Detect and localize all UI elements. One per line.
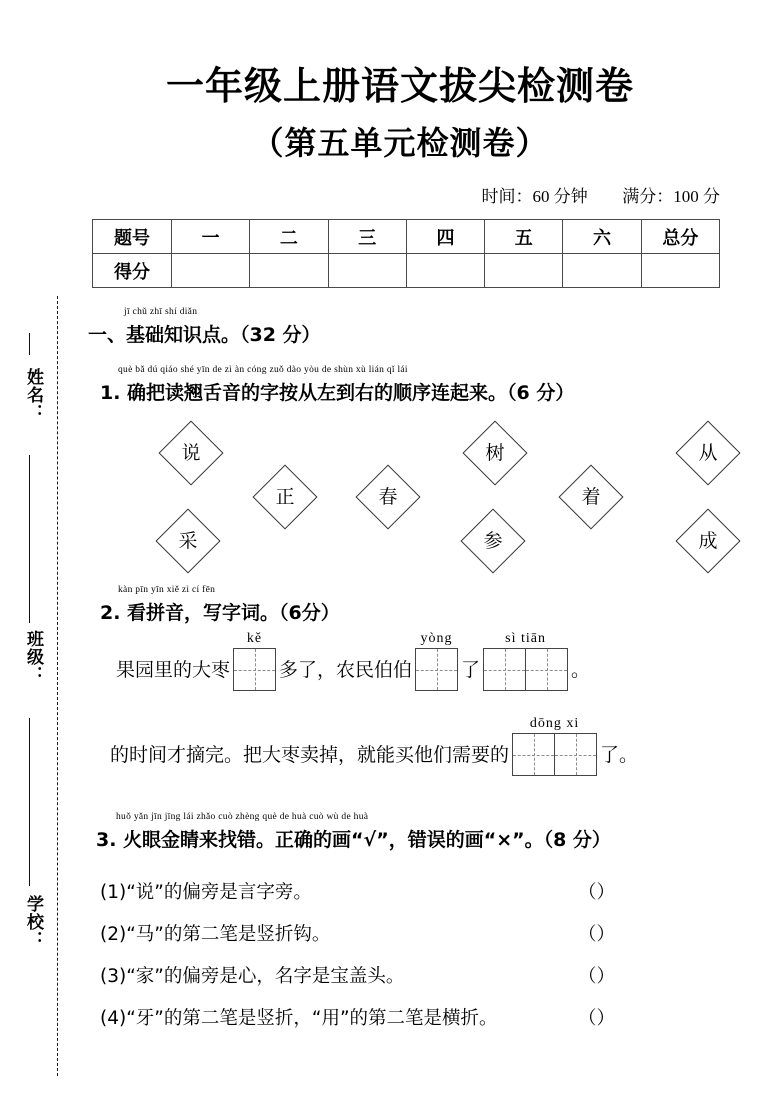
diamond-cell[interactable] (460, 508, 525, 573)
judge-text: (1)“说”的偏旁是言字旁。 (100, 882, 312, 903)
tianzige-cell[interactable] (555, 734, 596, 775)
tianzige-pinyin: kě (246, 631, 263, 646)
paren-close: ） (596, 1009, 616, 1029)
q1-ruby: què bǎ dú qiáo shé yīn de zì àn cóng zuǒ dào yòu de shùn xù lián qǐ lái (118, 365, 408, 375)
q2-line1-text-before: 果园里的大枣 (116, 659, 231, 681)
table-row-score (93, 254, 720, 288)
score-table-cell-total: 总分 (641, 220, 719, 254)
score-table-cell: 四 (406, 220, 484, 254)
tianzige-cell[interactable] (416, 649, 457, 690)
score-entry-cell[interactable] (485, 254, 563, 288)
q2-line2-text-before: 的时间才摘完。把大枣卖掉，就能买他们需要的 (110, 744, 510, 766)
paren-open: （ (578, 925, 597, 945)
score-entry-cell[interactable] (250, 254, 328, 288)
paren-open: （ (578, 967, 597, 987)
margin-write-line-name (29, 455, 30, 623)
margin-label-name: 姓名： (23, 368, 43, 422)
diamond-char: 参 (483, 530, 503, 552)
score-table-cell: 二 (250, 220, 328, 254)
tianzige-yong[interactable] (415, 631, 458, 691)
margin-label-class: 班级： (23, 630, 43, 684)
score-table-cell: 三 (328, 220, 406, 254)
judge-text: (4)“牙”的第二笔是竖折，“用”的第二笔是横折。 (100, 1008, 498, 1029)
diamond-cell[interactable] (155, 508, 220, 573)
exam-meta (482, 182, 721, 207)
score-entry-cell-total[interactable] (641, 254, 719, 288)
paren-open: （ (578, 1009, 597, 1029)
tianzige-ke[interactable] (233, 631, 276, 691)
paren-close: ） (596, 883, 616, 903)
diamond-cell[interactable] (355, 464, 420, 529)
section1-ruby: jī chǔ zhī shí diǎn (124, 307, 198, 317)
q2-heading: 2. 看拼音，写字词。（6分） (100, 602, 340, 624)
list-item (100, 1004, 740, 1030)
q2-line1-text-after: 。 (571, 659, 591, 681)
tianzige-cell[interactable] (513, 734, 555, 775)
score-table-cell: 五 (485, 220, 563, 254)
q2-line2 (110, 716, 639, 776)
tianzige-pinyin: dōng xi (529, 716, 580, 731)
page-subtitle: （第五单元检测卷） (251, 124, 549, 162)
table-row-question-no (93, 220, 720, 254)
q2-line1 (116, 631, 591, 691)
paren-close: ） (596, 967, 616, 987)
exam-total-label: 满分：100 分 (622, 187, 720, 206)
score-table-head-score: 得分 (93, 254, 172, 288)
score-entry-cell[interactable] (172, 254, 250, 288)
list-item (100, 878, 740, 904)
diamond-cell[interactable] (675, 508, 740, 573)
margin-dashed-divider (57, 296, 58, 1076)
q3-ruby: huǒ yǎn jīn jīng lái zhǎo cuò zhèng què de huà cuò wù de huà (116, 812, 369, 822)
q2-line1-text-mid2: 了 (461, 659, 481, 681)
judge-answer-paren[interactable] (578, 962, 615, 988)
score-entry-cell[interactable] (406, 254, 484, 288)
page-title: 一年级上册语文拔尖检测卷 (165, 64, 634, 108)
judge-answer-paren[interactable] (578, 1004, 615, 1030)
diamond-char: 树 (485, 442, 505, 464)
margin-label-school: 学校： (23, 895, 43, 949)
paren-open: （ (578, 883, 597, 903)
judge-answer-paren[interactable] (578, 920, 615, 946)
q2-line2-text-after: 了。 (600, 744, 639, 766)
exam-time-label: 时间：60 分钟 (481, 187, 588, 206)
score-entry-cell[interactable] (563, 254, 641, 288)
q3-heading: 3. 火眼金睛来找错。正确的画“√”，错误的画“×”。（8 分） (96, 829, 611, 851)
diamond-cell[interactable] (158, 420, 223, 485)
diamond-cell[interactable] (252, 464, 317, 529)
score-entry-cell[interactable] (328, 254, 406, 288)
left-margin-strip (0, 0, 60, 1103)
q1-heading: 1. 确把读翘舌音的字按从左到右的顺序连起来。（6 分） (100, 382, 575, 404)
tianzige-cell[interactable] (484, 649, 526, 690)
diamond-cell[interactable] (462, 420, 527, 485)
paren-close: ） (596, 925, 616, 945)
judge-text: (2)“马”的第二笔是竖折钩。 (100, 924, 331, 945)
diamond-char: 采 (178, 530, 198, 552)
score-table-cell: 一 (172, 220, 250, 254)
judge-text: (3)“家”的偏旁是心，名字是宝盖头。 (100, 966, 405, 987)
tianzige-pinyin: sì tiān (505, 631, 546, 646)
diamond-char: 从 (698, 442, 718, 464)
judge-answer-paren[interactable] (578, 878, 615, 904)
q2-ruby: kàn pīn yīn xiě zì cí fēn (118, 585, 216, 595)
diamond-cell[interactable] (675, 420, 740, 485)
margin-write-line-top (29, 333, 30, 355)
diamond-char: 着 (581, 486, 601, 508)
tianzige-cell[interactable] (526, 649, 567, 690)
diamond-char: 正 (275, 486, 295, 508)
score-table-cell: 六 (563, 220, 641, 254)
tianzige-sitian[interactable] (483, 631, 568, 691)
list-item (100, 962, 740, 988)
diamond-char: 春 (378, 486, 398, 508)
diamond-cell[interactable] (558, 464, 623, 529)
q2-line1-text-mid1: 多了，农民伯伯 (279, 659, 413, 681)
margin-write-line-class (29, 718, 30, 886)
tianzige-cell[interactable] (234, 649, 275, 690)
exam-sheet (60, 0, 780, 1103)
diamond-char: 成 (698, 530, 718, 552)
tianzige-dongxi[interactable] (512, 716, 597, 776)
score-table-head-question: 题号 (93, 220, 172, 254)
section1-heading: 一、基础知识点。（32 分） (88, 324, 321, 346)
diamond-char: 说 (181, 442, 201, 464)
score-table (92, 219, 720, 288)
list-item (100, 920, 740, 946)
tianzige-pinyin: yòng (420, 631, 453, 646)
